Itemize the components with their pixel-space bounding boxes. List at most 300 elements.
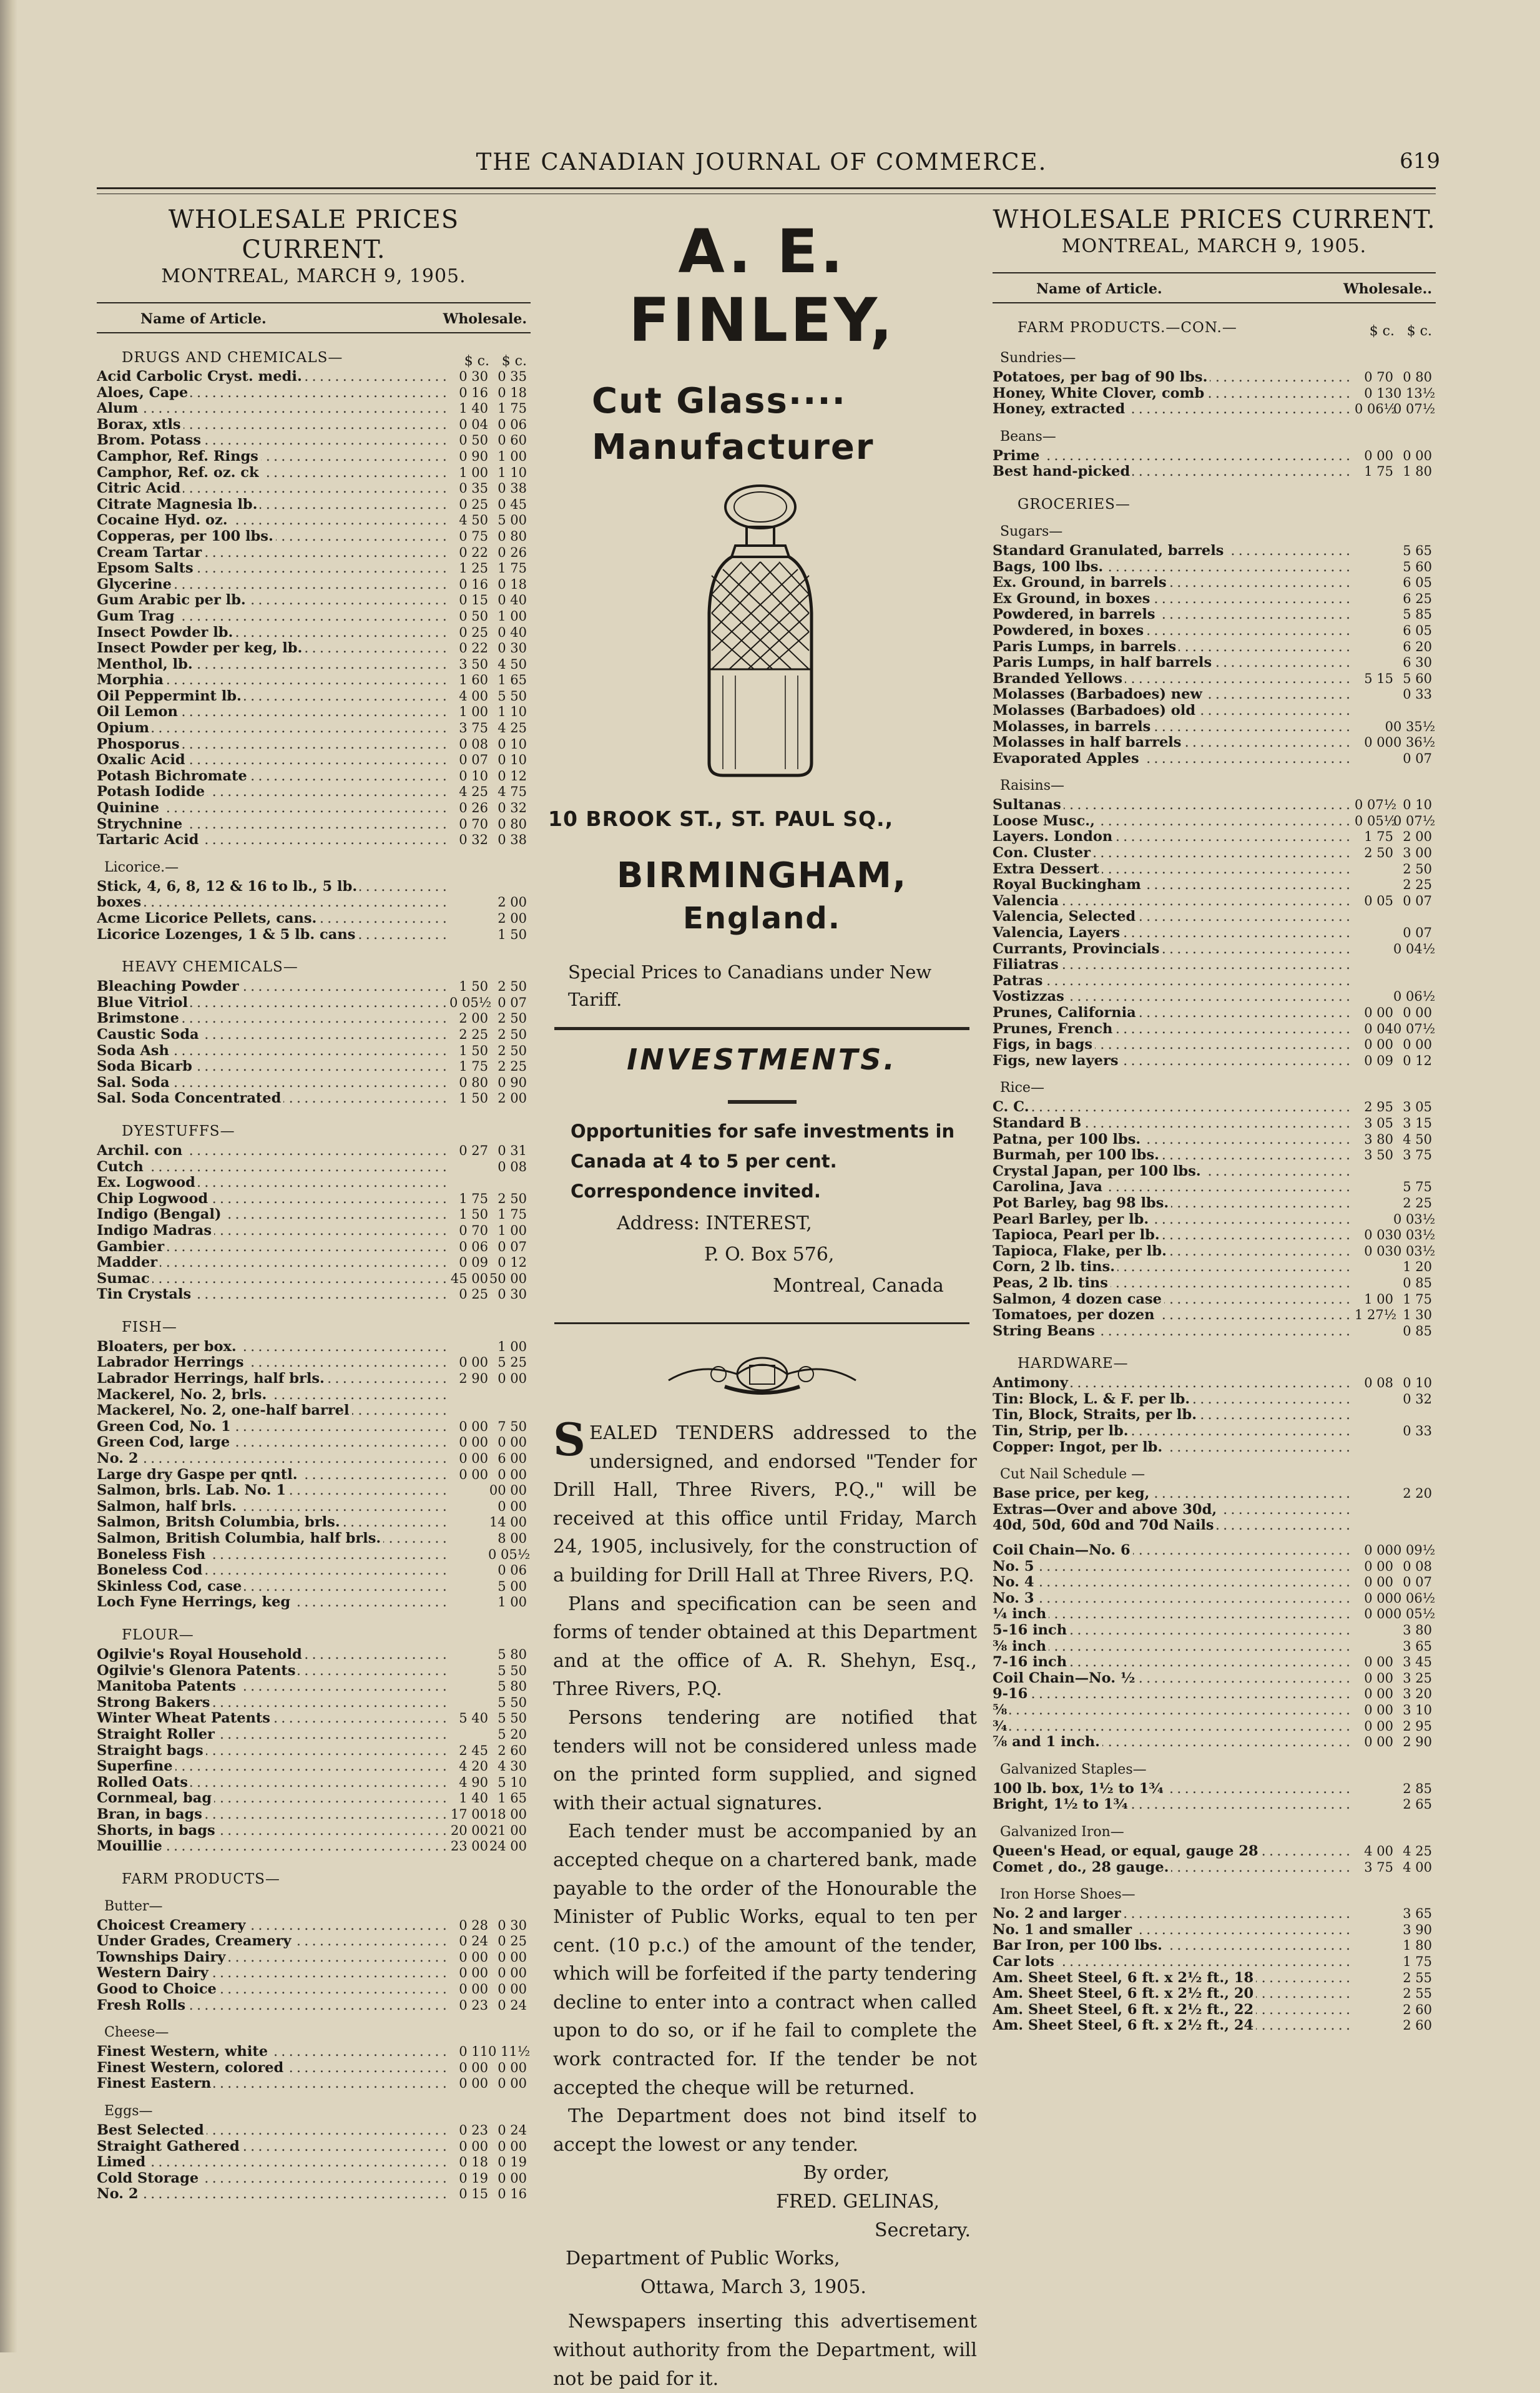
article-name: Bloaters, per box. (97, 1339, 239, 1355)
article-name-cell (97, 1934, 449, 1950)
price-low: 4 00 (459, 688, 488, 704)
price-row (993, 1703, 1436, 1719)
article-name: Extras—Over and above 30d, (993, 1502, 1219, 1518)
article-name: Straight bags (97, 1743, 206, 1759)
price-row (97, 1775, 531, 1791)
price-low: 3 75 (1364, 1859, 1393, 1875)
investments-address-3: Montreal, Canada (773, 1275, 944, 1297)
price-row (97, 1965, 531, 1982)
price-row (97, 1175, 531, 1191)
price-high: 6 25 (1403, 591, 1432, 606)
price-row (993, 1099, 1436, 1116)
price-row (97, 1387, 531, 1403)
article-name: Chip Logwood (97, 1191, 210, 1207)
price-low: 0 03 (1364, 1227, 1393, 1243)
price-high: 1 00 (498, 448, 527, 464)
article-name: No. 4 (993, 1575, 1037, 1590)
tender-dropcap: S (553, 1413, 586, 1466)
article-name-cell (993, 1005, 1355, 1021)
article-name: Molasses in half barrels (993, 735, 1184, 750)
article-name: Valencia, Selected (993, 909, 1138, 925)
price-high: 5 50 (498, 1663, 527, 1678)
article-name: Coil Chain—No. ½ (993, 1671, 1137, 1686)
price-row (97, 1075, 531, 1091)
price-high: 0 07 (498, 995, 527, 1010)
price-row (993, 1906, 1436, 1922)
tender-paragraph-3: Persons tendering are notified that tenders will not be considered unless made on the printed form supplied, and signed with their actual signatures. (553, 1706, 977, 1814)
article-name-cell (993, 877, 1355, 893)
price-unit-label: $ c. (1406, 323, 1432, 339)
price-low: 1 00 (1364, 1291, 1393, 1307)
article-name-cell (97, 1791, 449, 1807)
article-name: Molasses (Barbadoes) old (993, 703, 1198, 719)
price-high: 0 00 (1403, 1037, 1432, 1053)
article-name: Tomatoes, per dozen (993, 1307, 1157, 1323)
price-unit-label: $ c. (501, 353, 527, 369)
right-column-title: WHOLESALE PRICES CURRENT. (993, 205, 1436, 234)
article-name-cell (993, 1423, 1355, 1440)
price-high: 0 40 (498, 592, 527, 608)
price-high: 3 25 (1403, 1670, 1432, 1686)
article-name-cell (993, 1986, 1355, 2002)
article-name: Honey, extracted (993, 401, 1127, 417)
price-high: 6 05 (1403, 575, 1432, 591)
price-row (97, 979, 531, 995)
article-name-cell (993, 1275, 1355, 1292)
article-name-cell (993, 735, 1355, 751)
left-column-title: WHOLESALE PRICES CURRENT. (168, 205, 459, 264)
price-row (97, 481, 531, 497)
article-name-cell (993, 1407, 1355, 1423)
article-name-cell (97, 1531, 449, 1547)
article-name-cell (993, 1719, 1355, 1735)
price-high: 2 00 (498, 911, 527, 926)
section-heading: FLOUR— (122, 1626, 194, 1643)
article-name: Filiatras (993, 957, 1061, 973)
article-name: Ex. Logwood (97, 1175, 198, 1191)
article-name-cell (993, 559, 1355, 576)
article-name: Standard B (993, 1116, 1084, 1131)
article-name: Blue Vitriol (97, 995, 190, 1011)
article-name: Tin, Strip, per lb. (993, 1423, 1131, 1439)
section-heading: GROCERIES— (1018, 496, 1130, 513)
section-heading: DYESTUFFS— (122, 1123, 235, 1139)
price-row (97, 1934, 531, 1950)
price-row (97, 1371, 531, 1387)
article-name: Green Cod, No. 1 (97, 1419, 233, 1435)
article-name: Salmon, British Columbia, half brls. (97, 1531, 383, 1546)
ad-line-manufacturer: Manufacturer (592, 427, 875, 468)
article-name-cell (993, 1440, 1355, 1456)
article-name: Straight Roller (97, 1727, 217, 1742)
price-high: 0 05½ (1393, 1606, 1436, 1622)
price-row (97, 2044, 531, 2060)
article-name-cell (993, 1844, 1355, 1860)
tender-paragraph-2: Plans and specification can be seen and forms of tender obtained at this Department and at the office of A. R. Shehyn, Esq., Three Rivers, P.Q. (553, 1593, 977, 1701)
article-name: Indigo (Bengal) (97, 1207, 224, 1222)
price-high: 3 00 (1403, 845, 1432, 861)
article-name-cell (97, 689, 449, 705)
price-row (97, 2139, 531, 2155)
price-row (993, 1037, 1436, 1053)
article-name-cell (97, 752, 449, 769)
price-low: 0 00 (1364, 1686, 1393, 1702)
article-name-cell (97, 2044, 449, 2060)
ad-line-cut-glass: Cut Glass···· (592, 381, 846, 421)
price-low: 0 00 (1364, 1558, 1393, 1574)
article-name: Potash Bichromate (97, 769, 250, 784)
article-name: Branded Yellows (993, 671, 1125, 687)
price-high: 0 12 (1403, 1053, 1432, 1068)
article-name-cell (993, 1654, 1355, 1671)
price-low: 2 95 (1364, 1099, 1393, 1115)
article-name-cell (993, 1970, 1355, 1987)
price-high: 2 60 (498, 1742, 527, 1758)
article-name: No. 2 (97, 2186, 141, 2202)
article-name-cell (993, 862, 1355, 878)
article-name: Base price, per keg, (993, 1486, 1152, 1501)
price-row (993, 1116, 1436, 1132)
article-name-cell (993, 989, 1355, 1005)
article-name-cell (97, 1918, 449, 1934)
price-low: 5 40 (459, 1711, 488, 1726)
article-name: Molasses (Barbadoes) new (993, 687, 1205, 702)
price-high: 0 19 (498, 2155, 527, 2170)
price-low: 0 00 (459, 1965, 488, 1981)
article-name-cell (993, 1591, 1355, 1607)
article-name-cell (97, 1043, 449, 1059)
price-row (993, 1179, 1436, 1196)
price-row (97, 800, 531, 817)
article-name: Large dry Gaspe per qntl. (97, 1467, 300, 1483)
article-name-cell (993, 623, 1355, 639)
price-low: 1 75 (459, 1191, 488, 1206)
price-high: 3 45 (1403, 1654, 1432, 1670)
price-high: 6 00 (498, 1451, 527, 1467)
price-low: 0 05½ (449, 995, 492, 1010)
price-row (97, 433, 531, 449)
article-name: C. C. (993, 1099, 1032, 1115)
price-row (993, 1938, 1436, 1954)
article-name-cell (97, 832, 449, 848)
article-name: Gum Trag (97, 609, 177, 624)
article-name-cell (993, 1906, 1355, 1922)
price-low: 0 10 (459, 768, 488, 784)
price-low: 0 03 (1364, 1243, 1393, 1259)
article-name: Potash Iodide (97, 784, 207, 800)
left-col-wholesale-label: Wholesale. (443, 311, 527, 327)
price-row (993, 877, 1436, 893)
price-high: 0 80 (1403, 370, 1432, 385)
article-name-cell (993, 751, 1355, 767)
price-row (993, 1671, 1436, 1687)
journal-title: THE CANADIAN JOURNAL OF COMMERCE. (476, 149, 1047, 175)
article-name: No. 2 and larger (993, 1906, 1124, 1922)
price-high: 4 50 (1403, 1131, 1432, 1147)
price-row (993, 941, 1436, 958)
price-low: 0 00 (1364, 1606, 1393, 1622)
right-price-column (993, 205, 1436, 2034)
price-row (97, 1467, 531, 1483)
article-name-cell (993, 1021, 1355, 1038)
investments-title: INVESTMENTS. (627, 1043, 897, 1076)
article-name-cell (993, 607, 1355, 623)
article-name: 7-16 inch (993, 1654, 1069, 1670)
price-row (97, 1339, 531, 1355)
price-low: 0 23 (459, 1997, 488, 2013)
price-low: 0 00 (1364, 1734, 1393, 1750)
article-name: Green Cod, large (97, 1435, 232, 1450)
price-low: 0 00 (459, 1355, 488, 1370)
article-name: Cold Storage (97, 2171, 201, 2186)
price-high: 0 36½ (1393, 735, 1436, 750)
article-name-cell (97, 1451, 449, 1467)
article-name-cell (993, 639, 1355, 656)
price-high: 3 05 (1403, 1099, 1432, 1115)
price-high: 0 04½ (1393, 941, 1436, 956)
investments-short-bar (728, 1100, 797, 1104)
price-high: 0 38 (498, 481, 527, 496)
article-name: Bran, in bags (97, 1807, 205, 1822)
price-row (97, 1531, 531, 1547)
price-row (993, 2018, 1436, 2034)
article-name: Corn, 2 lb. tins. (993, 1259, 1117, 1275)
article-name: Gambier (97, 1239, 167, 1255)
article-name-cell (97, 1950, 449, 1966)
article-name-cell (97, 2076, 449, 2092)
price-low: 0 80 (459, 1074, 488, 1090)
article-name: Caustic Soda (97, 1027, 202, 1043)
ad-special-prices: Special Prices to Canadians under New Tariff. (568, 961, 932, 1010)
price-high: 4 25 (1403, 1843, 1432, 1859)
price-high: 1 75 (1403, 1953, 1432, 1969)
price-high: 4 50 (498, 656, 527, 672)
article-name-cell (97, 1839, 449, 1855)
price-high: 0 00 (498, 1467, 527, 1482)
article-name-cell (97, 1403, 449, 1419)
price-row (993, 401, 1436, 418)
price-row (97, 1355, 531, 1371)
company-name: A. E. FINLEY, (629, 217, 895, 355)
price-high: 0 00 (498, 1435, 527, 1450)
article-name-cell (97, 927, 449, 943)
price-high: 5 20 (498, 1726, 527, 1742)
article-name-cell (97, 720, 449, 737)
price-row (97, 1695, 531, 1711)
price-row (993, 1021, 1436, 1038)
price-row (97, 1743, 531, 1759)
price-low: 0 18 (459, 2155, 488, 2170)
section-heading: DRUGS AND CHEMICALS— (122, 350, 343, 366)
article-name-cell (993, 1164, 1355, 1180)
article-name-cell (993, 1196, 1355, 1212)
price-low: 2 90 (459, 1371, 488, 1387)
article-name-cell (993, 925, 1355, 941)
left-col-name-label: Name of Article. (140, 311, 267, 327)
price-low: 0 16 (459, 576, 488, 592)
article-name-cell (97, 1998, 449, 2014)
price-low: 0 35 (459, 481, 488, 496)
left-title-rule (97, 302, 531, 303)
article-name: ¼ inch (993, 1606, 1049, 1622)
article-name: Carolina, Java (993, 1179, 1105, 1195)
article-name-cell (97, 1775, 449, 1791)
price-row (993, 719, 1436, 735)
price-high: 5 00 (498, 513, 527, 528)
right-col-wholesale-label: Wholesale.. (1343, 281, 1432, 297)
article-name-cell (97, 433, 449, 449)
article-name: Labrador Herrings (97, 1355, 247, 1370)
article-name-cell (97, 995, 449, 1011)
price-low: 2 25 (459, 1026, 488, 1042)
tender-footer-note: Newspapers inserting this advertisement without authority from the Department, will not be paid for it. (553, 2311, 977, 2390)
article-name-cell (97, 1191, 449, 1207)
article-name: Am. Sheet Steel, 6 ft. x 2½ ft., 22 (993, 2002, 1256, 2018)
right-column-header (993, 276, 1436, 303)
article-name: Soda Ash (97, 1043, 172, 1059)
price-high: 0 00 (498, 1949, 527, 1965)
price-high: 2 95 (1403, 1718, 1432, 1734)
price-low: 0 07½ (1355, 797, 1397, 813)
price-high: 21 00 (489, 1822, 527, 1838)
price-high: 0 00 (498, 1982, 527, 1997)
article-name: No. 2 (97, 1451, 141, 1467)
article-name: Morphia (97, 672, 166, 688)
price-high: 8 00 (498, 1531, 527, 1546)
price-low: 0 16 (459, 385, 488, 400)
subsection-heading: Cut Nail Schedule — (1000, 1467, 1145, 1483)
article-name-cell (97, 641, 449, 657)
page-binding-edge (0, 0, 17, 2352)
price-row (993, 703, 1436, 719)
price-low: 0 05 (1364, 893, 1393, 908)
price-low: 0 11 (459, 2044, 488, 2060)
price-high: 0 03½ (1393, 1243, 1436, 1259)
price-row (97, 2060, 531, 2076)
price-high: 4 00 (1403, 1859, 1432, 1875)
price-high: 1 75 (498, 1207, 527, 1222)
price-row (993, 687, 1436, 703)
article-name: Car lots (993, 1954, 1057, 1970)
article-name: Tartaric Acid (97, 832, 201, 848)
article-name-cell (993, 1703, 1355, 1719)
price-high: 0 06½ (1393, 1590, 1436, 1606)
price-high: 5 85 (1403, 607, 1432, 622)
article-name-cell (97, 401, 449, 417)
price-row (97, 689, 531, 705)
article-name: Tin, Block, Straits, per lb. (993, 1407, 1199, 1423)
price-high: 2 50 (498, 1026, 527, 1042)
price-low: 0 00 (1364, 735, 1393, 750)
price-row (993, 1440, 1436, 1456)
article-name-cell (993, 401, 1355, 418)
price-high: 5 25 (498, 1355, 527, 1370)
article-name-cell (97, 545, 449, 561)
price-high: 24 00 (489, 1839, 527, 1854)
subsection-heading: Sugars— (1000, 523, 1063, 539)
price-low: 0 00 (1364, 1702, 1393, 1717)
price-row (993, 1575, 1436, 1591)
price-row (97, 1287, 531, 1303)
price-row (97, 1059, 531, 1075)
price-low: 0 00 (1364, 1590, 1393, 1606)
article-name: Standard Granulated, barrels (993, 543, 1226, 559)
price-row (993, 448, 1436, 464)
price-low: 3 75 (459, 720, 488, 736)
price-high: 0 35 (498, 369, 527, 384)
price-high: 5 10 (498, 1774, 527, 1790)
section-heading: FARM PRODUCTS— (122, 1870, 280, 1887)
article-name-cell (97, 1143, 449, 1159)
price-low: 0 00 (459, 1418, 488, 1434)
price-low: 0 19 (459, 2170, 488, 2186)
price-high: 0 10 (498, 752, 527, 768)
price-low: 0 24 (459, 1934, 488, 1949)
article-name: Ogilvie's Royal Household (97, 1647, 305, 1663)
article-name-cell (993, 829, 1355, 845)
price-row (993, 989, 1436, 1005)
price-low: 0 26 (459, 800, 488, 816)
price-high: 0 10 (498, 736, 527, 752)
article-name-cell (97, 895, 449, 911)
article-name: Strychnine (97, 817, 185, 832)
article-name-cell (993, 1227, 1355, 1244)
article-name-cell (97, 592, 449, 609)
article-name: Quinine (97, 800, 162, 816)
price-row (97, 1403, 531, 1419)
price-row (993, 1005, 1436, 1021)
article-name-cell (993, 1116, 1355, 1132)
price-row (993, 925, 1436, 941)
article-name: Gum Arabic per lb. (97, 592, 248, 608)
article-name-cell (993, 543, 1355, 559)
price-row (993, 1147, 1436, 1164)
price-row (993, 1375, 1436, 1392)
price-high: 0 18 (498, 385, 527, 400)
article-name-cell (993, 1922, 1355, 1938)
article-name-cell (993, 1244, 1355, 1260)
section-heading: FARM PRODUCTS.—CON.— (1018, 320, 1237, 336)
price-low: 1 50 (459, 1207, 488, 1222)
price-high: 1 00 (498, 1222, 527, 1238)
article-name-cell (993, 370, 1355, 386)
article-name: String Beans (993, 1324, 1097, 1339)
article-name-cell (97, 1743, 449, 1759)
article-name: Under Grades, Creamery (97, 1934, 293, 1949)
section-heading: FISH— (122, 1319, 177, 1335)
price-high: 0 32 (498, 800, 527, 816)
price-high: 0 11½ (488, 2044, 531, 2060)
article-name-cell (97, 1982, 449, 1998)
tender-department: Department of Public Works, (566, 2248, 840, 2270)
price-row (97, 752, 531, 769)
price-row (97, 927, 531, 943)
article-name: ¾ (993, 1719, 1009, 1734)
price-row (97, 592, 531, 609)
price-row (993, 751, 1436, 767)
price-high: 1 50 (498, 926, 527, 942)
right-sections (993, 320, 1436, 2034)
price-low: 4 50 (459, 513, 488, 528)
price-row (97, 1091, 531, 1107)
price-row (97, 641, 531, 657)
article-name-cell (97, 1515, 449, 1531)
investments-address-1: Address: INTEREST, (617, 1212, 812, 1234)
price-row (993, 1307, 1436, 1324)
article-name-cell (97, 1075, 449, 1091)
price-low: 0 00 (459, 2076, 488, 2091)
price-row (97, 1918, 531, 1934)
